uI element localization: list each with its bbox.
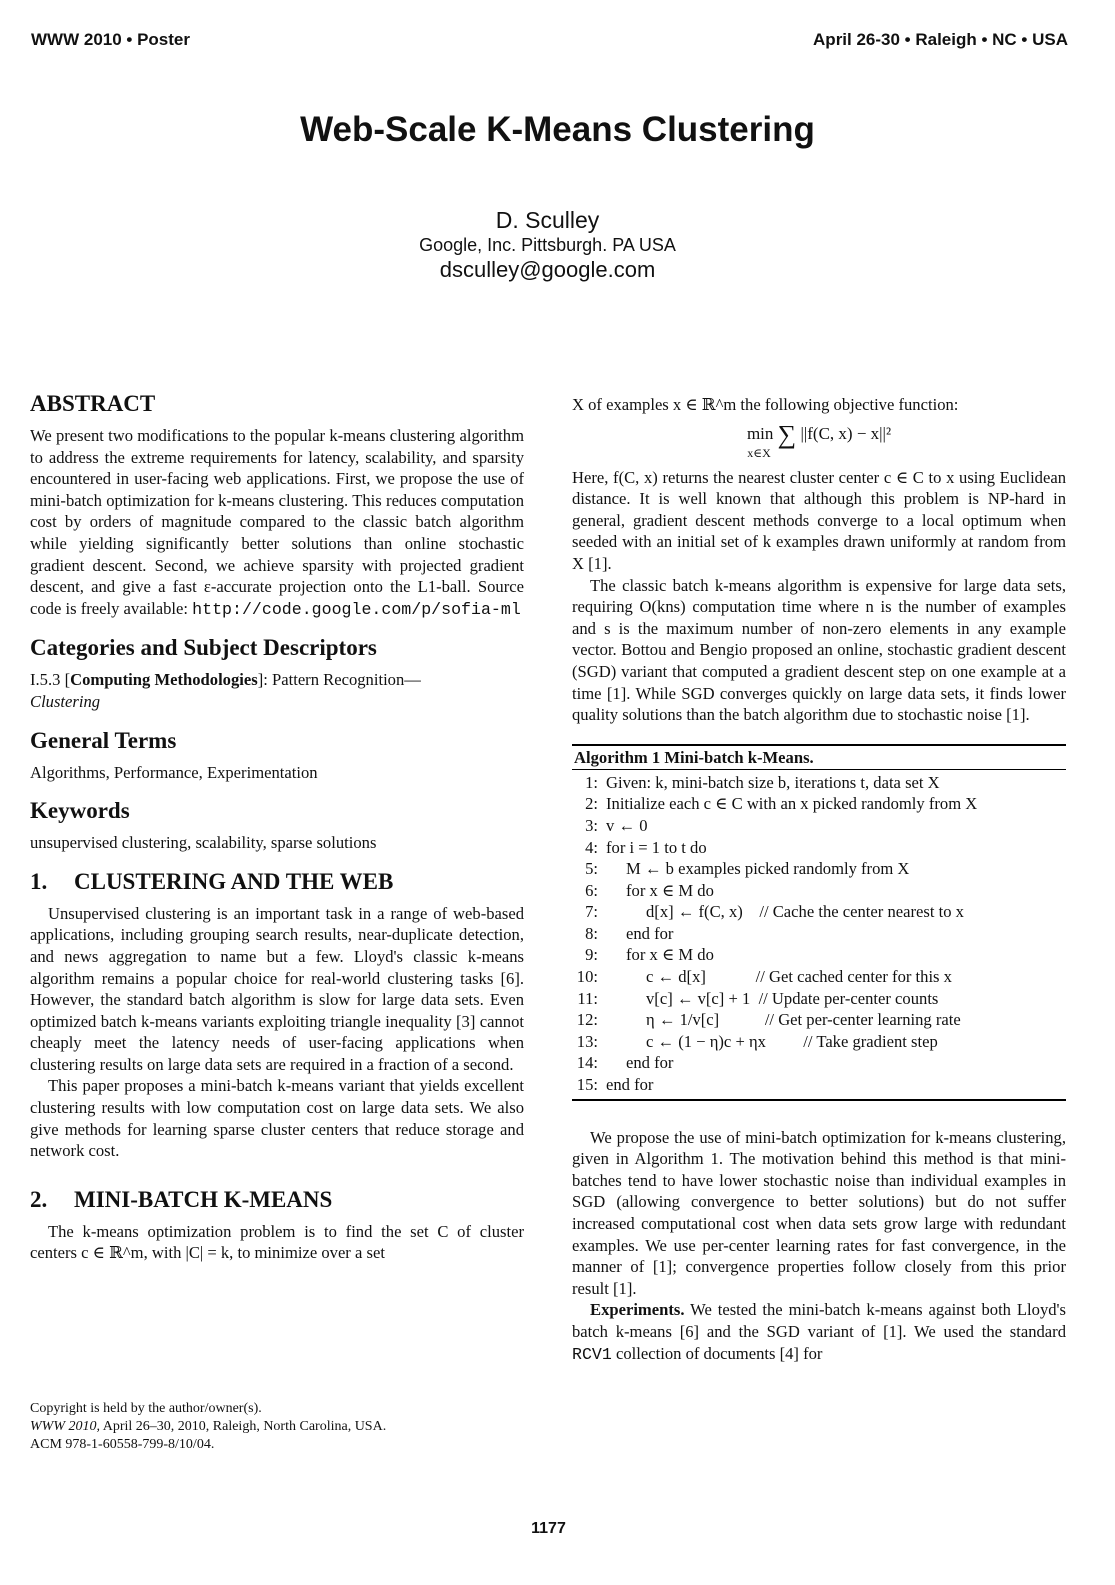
author-name: D. Sculley <box>495 207 600 233</box>
keywords-text: unsupervised clustering, scalability, sparse solutions <box>30 833 377 853</box>
algorithm-line-number: 5: <box>585 859 598 879</box>
categories-text: I.5.3 [Computing Methodologies]: Pattern Recognition— Clustering <box>30 670 421 711</box>
section1-paragraph: Unsupervised clustering is an important task in a range of web-based applications, including grouping search results, near-duplicate detection, and news aggregation to name but a few. Lloyd's classic k-means algorithm remains a popular choice for real-world clustering tasks [6]. However, the standard batch algorithm is slow for large data sets. Even optimized batch k-means variants exploiting triangle inequality [3] cannot cheaply meet the latency needs of user-facing applications when clustering results on large data sets are required in a fraction of a second. <box>30 903 524 1074</box>
objective-intro: X of examples x ∈ ℝ^m the following objective function: <box>572 395 959 414</box>
algorithm-line-text: η ← 1/v[c] // Get per-center learning rate <box>646 1010 961 1030</box>
algorithm-line-number: 15: <box>576 1075 598 1095</box>
author-affiliation: Google, Inc. Pittsburgh. PA USA <box>419 235 676 255</box>
right-column <box>572 394 1066 1365</box>
algorithm-line-text: M ← b examples picked randomly from X <box>626 859 910 879</box>
algorithm-line-number: 9: <box>585 945 598 965</box>
algorithm-line-text: c ← (1 − η)c + ηx // Take gradient step <box>646 1031 938 1051</box>
body-paragraph: We propose the use of mini-batch optimization for k-means clustering, given in Algorithm 1. The motivation behind this method is that mini-batches tend to have lower stochastic noise than individual examples in SGD (allowing convergence to better solutions) but do not suffer increased computational cost when data sets grow large with redundant examples. We use per-center learning rates for fast convergence, in the manner of [1]; convergence properties follow closely from this prior result [1]. <box>572 1127 1066 1298</box>
objective-equation: min ∑ ||f(C, x) − x||² x∈X <box>572 422 1066 459</box>
author-email: dsculley@google.com <box>439 257 656 282</box>
algorithm-line <box>572 880 1066 902</box>
algorithm-line <box>572 988 1066 1010</box>
algorithm-line <box>572 837 1066 859</box>
algorithm-line-text: Initialize each c ∈ C with an x picked randomly from X <box>606 794 978 814</box>
algorithm-line-number: 6: <box>585 880 598 900</box>
general-terms-heading: General Terms <box>30 727 177 753</box>
page-number: 1177 <box>531 1520 566 1537</box>
algorithm-line-number: 14: <box>576 1053 598 1073</box>
algorithm-line-text: v ← 0 <box>606 815 648 835</box>
algorithm-title: Algorithm 1 Mini-batch k-Means. <box>572 746 1066 770</box>
algorithm-line-text: Given: k, mini-batch size b, iterations t, data set X <box>606 772 940 792</box>
algorithm-line <box>572 858 1066 880</box>
algorithm-line-text: d[x] ← f(C, x) // Cache the center nearest to x <box>646 902 964 922</box>
algorithm-line <box>572 966 1066 988</box>
algorithm-line-text: end for <box>626 923 674 943</box>
algorithm-line <box>572 772 1066 794</box>
algorithm-line <box>572 1052 1066 1074</box>
section1-heading: 1. CLUSTERING AND THE WEB <box>30 868 394 894</box>
algorithm-line <box>572 1009 1066 1031</box>
body-paragraph: The classic batch k-means algorithm is expensive for large data sets, requiring O(kns) computation time where n is the number of examples and s is the maximum number of non-zero elements in any example vector. Bottou and Bengio proposed an online, stochastic gradient descent (SGD) variant that computed a gradient descent step on one example at a time [1]. While SGD converges quickly on large data sets, it finds lower quality solutions than the batch algorithm due to stochastic noise [1]. <box>572 575 1066 725</box>
source-code-url: http://code.google.com/p/sofia-ml <box>192 599 521 619</box>
algorithm-line-number: 10: <box>576 967 598 987</box>
left-column <box>30 390 524 1264</box>
algorithm-line-text: for x ∈ M do <box>626 880 714 900</box>
algorithm-line-number: 12: <box>576 1010 598 1030</box>
algorithm-line-text: v[c] ← v[c] + 1 // Update per-center counts <box>646 988 939 1008</box>
algorithm-line <box>572 901 1066 923</box>
algorithm-line <box>572 815 1066 837</box>
algorithm-line <box>572 944 1066 966</box>
experiments-paragraph: Experiments. We tested the mini-batch k-means against both Lloyd's batch k-means [6] and the SGD variant of [1]. We used the standard RCV1 collection of documents [4] for <box>572 1300 1066 1364</box>
algorithm-line-text: for i = 1 to t do <box>606 837 707 857</box>
algorithm-body <box>572 770 1066 1099</box>
author-block <box>0 207 1095 283</box>
section2-paragraph: The k-means optimization problem is to find the set C of cluster centers c ∈ ℝ^m, with |C| = k, to minimize over a set <box>30 1221 524 1263</box>
body-paragraph: Here, f(C, x) returns the nearest cluster center c ∈ C to x using Euclidean distance. It is well known that although this problem is NP-hard in general, gradient descent methods converge to a local optimum when seeded with an initial set of k examples drawn uniformly at random from X [1]. <box>572 467 1066 573</box>
abstract-text: We present two modifications to the popular k-means clustering algorithm to address the extreme requirements for latency, scalability, and sparsity encountered in user-facing web applications. First, we propose the use of mini-batch optimization for k-means clustering. This reduces computation cost by orders of magnitude compared to the classic batch algorithm while yielding significantly better solutions than online stochastic gradient descent. Second, we achieve sparsity with projected gradient descent, and give a fast ε-accurate projection onto the L1-ball. Source code is freely available: http://code.google.com/p/sofia-ml <box>30 426 524 619</box>
algorithm-line-number: 2: <box>585 794 598 814</box>
abstract-heading: ABSTRACT <box>30 391 156 416</box>
algorithm-line-number: 8: <box>585 923 598 943</box>
algorithm-line <box>572 1074 1066 1096</box>
algorithm-line-number: 3: <box>585 815 598 835</box>
algorithm-line-text: for x ∈ M do <box>626 945 714 965</box>
algorithm-line-text: c ← d[x] // Get cached center for this x <box>646 967 952 987</box>
algorithm-line <box>572 793 1066 815</box>
algorithm-line-text: end for <box>626 1053 674 1073</box>
running-header-left: WWW 2010 • Poster <box>31 30 190 49</box>
equation-subscript: x∈X <box>747 445 771 460</box>
section2-heading: 2. MINI-BATCH K-MEANS <box>30 1186 333 1212</box>
algorithm-line <box>572 923 1066 945</box>
running-header-right: April 26-30 • Raleigh • NC • USA <box>813 30 1068 49</box>
algorithm-line-number: 4: <box>585 837 598 857</box>
algorithm-line <box>572 1031 1066 1053</box>
paper-title: Web-Scale K-Means Clustering <box>300 110 815 149</box>
keywords-heading: Keywords <box>30 798 130 824</box>
categories-heading: Categories and Subject Descriptors <box>30 635 377 661</box>
algorithm-line-number: 1: <box>585 772 598 792</box>
algorithm-box <box>572 744 1066 1101</box>
copyright-notice: Copyright is held by the author/owner(s). WWW 2010, April 26–30, 2010, Raleigh, North Carolina, USA. ACM 978-1-60558-799-8/10/04. <box>30 1401 387 1452</box>
algorithm-line-number: 7: <box>585 902 598 922</box>
algorithm-line-text: end for <box>606 1075 654 1095</box>
general-terms-text: Algorithms, Performance, Experimentation <box>30 762 318 782</box>
algorithm-line-number: 11: <box>577 988 598 1008</box>
algorithm-line-number: 13: <box>576 1031 598 1051</box>
section1-paragraph: This paper proposes a mini-batch k-means variant that yields excellent clustering results with low computation cost on large data sets. We also give methods for learning sparse cluster centers that reduce storage and network cost. <box>30 1076 524 1161</box>
